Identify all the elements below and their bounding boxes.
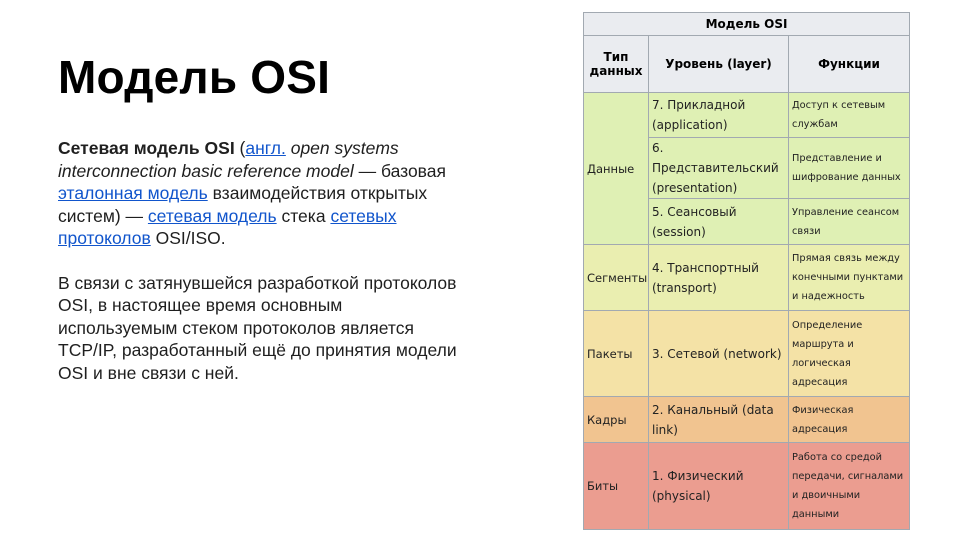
layer-2-name: 2. Канальный (data link) [649, 397, 789, 443]
layer-2-function: Физическая адресация [789, 397, 910, 443]
layer-4-name: 4. Транспортный (transport) [649, 245, 789, 311]
network-protocols-link[interactable]: сетевых протоколов [58, 205, 397, 248]
layer-1-function: Работа со средой передачи, сигналами и двоичными данными [789, 443, 910, 530]
layer-7-function: Доступ к сетевым службам [789, 93, 910, 138]
slide-title: Модель OSI [58, 51, 331, 103]
term-osi: Сетевая модель OSI [58, 138, 235, 158]
network-model-link[interactable]: сетевая модель [147, 205, 277, 226]
layer-3-function: Определение маршрута и логическая адресация [789, 311, 910, 397]
table-header-row [584, 36, 910, 93]
layer-6-name: 6. Представительский (presentation) [649, 138, 789, 199]
table-row [584, 443, 910, 530]
table-row [584, 311, 910, 397]
definition-paragraph [58, 137, 458, 250]
group-segments: Сегменты [584, 245, 649, 311]
layer-3-name: 3. Сетевой (network) [649, 311, 789, 397]
open-paren: ( [234, 138, 246, 158]
reference-model-link[interactable]: эталонная модель [58, 183, 208, 203]
slide-body [58, 137, 458, 384]
text-segment-1: — базовая [353, 160, 446, 181]
layer-1-name: 1. Физический (physical) [649, 443, 789, 530]
text-segment-3: стека [276, 205, 331, 226]
group-bits: Биты [584, 443, 649, 530]
text-segment-4: OSI/ISO. [150, 228, 226, 248]
layer-5-function: Управление сеансом связи [789, 199, 910, 245]
table-row [584, 245, 910, 311]
lang-link[interactable]: англ. [245, 138, 286, 158]
tcpip-paragraph: В связи с затянувшейся разработкой протоколов OSI, в настоящее время основным используемым стеком протоколов является TCP/IP, разработанный ещё до принятия модели OSI и вне связи с ней. [58, 272, 457, 383]
group-frames: Кадры [584, 397, 649, 443]
header-functions: Функции [789, 36, 910, 93]
layer-4-function: Прямая связь между конечными пунктами и надежность [789, 245, 910, 311]
table-caption: Модель OSI [584, 13, 910, 36]
group-data: Данные [584, 93, 649, 245]
layer-5-name: 5. Сеансовый (session) [649, 199, 789, 245]
text-segment-2: взаимодействия открытых систем) — [58, 183, 428, 226]
header-layer: Уровень (layer) [649, 36, 789, 93]
table-row [584, 93, 910, 138]
osi-table [583, 12, 910, 530]
header-data-type: Тип данных [584, 36, 649, 93]
group-packets: Пакеты [584, 311, 649, 397]
table-row [584, 397, 910, 443]
english-name: open systems interconnection basic reference model [58, 138, 399, 181]
layer-7-name: 7. Прикладной (application) [649, 93, 789, 138]
layer-6-function: Представление и шифрование данных [789, 138, 910, 199]
